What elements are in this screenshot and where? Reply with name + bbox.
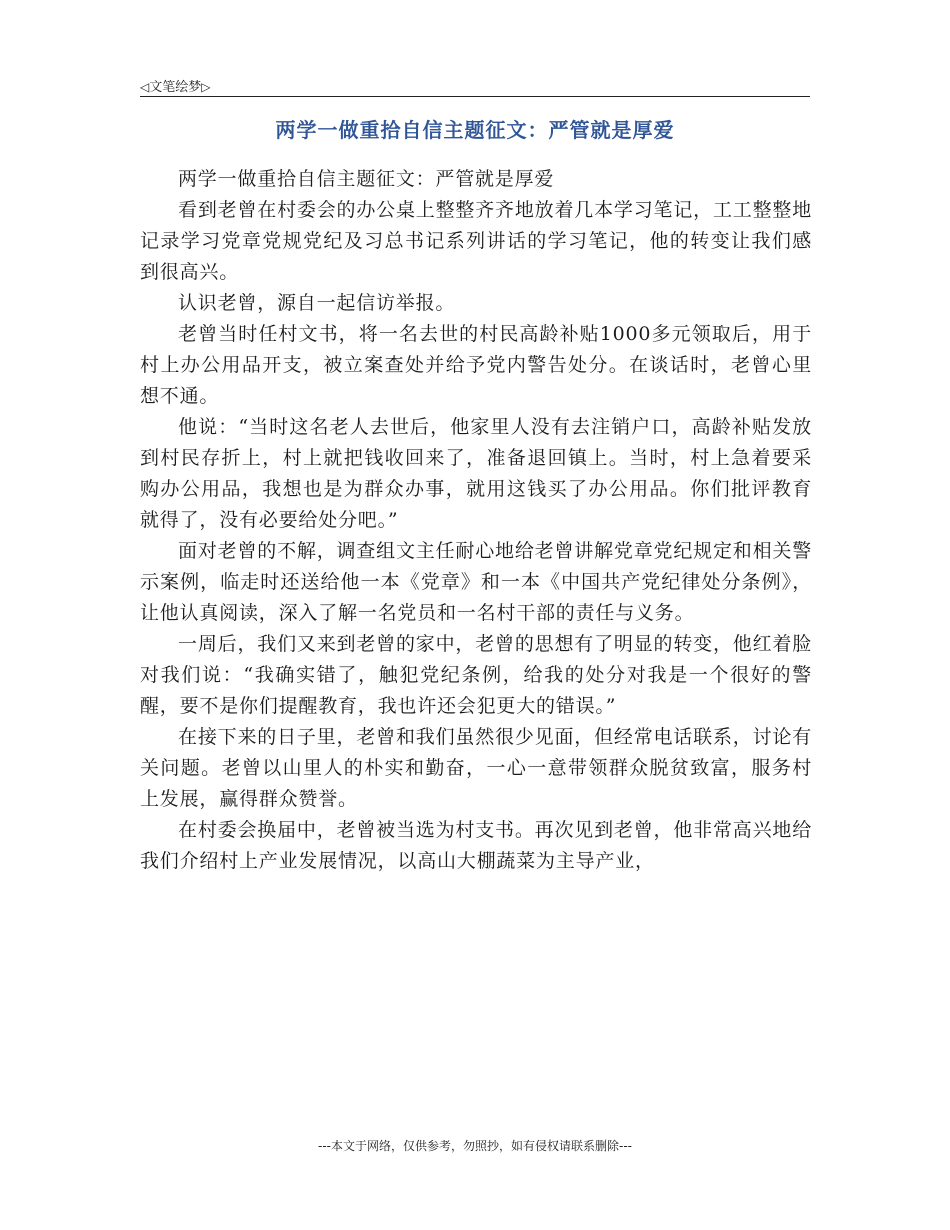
document-body: [140, 164, 812, 877]
paragraph: 面对老曾的不解，调查组文主任耐心地给老曾讲解党章党纪规定和相关警示案例，临走时还送给他一本《党章》和一本《中国共产党纪律处分条例》，让他认真阅读，深入了解一名党员和一名村干部的责任与义务。: [140, 540, 812, 624]
paragraph: 老曾当时任村文书，将一名去世的村民高龄补贴1000多元领取后，用于村上办公用品开支，被立案查处并给予党内警告处分。在谈话时，老曾心里想不通。: [140, 323, 812, 407]
paragraph: 一周后，我们又来到老曾的家中，老曾的思想有了明显的转变，他红着脸对我们说：“我确实错了，触犯党纪条例，给我的处分对我是一个很好的警醒，要不是你们提醒教育，我也许还会犯更大的错误。”: [140, 633, 812, 717]
paragraph: 他说：“当时这名老人去世后，他家里人没有去注销户口，高龄补贴发放到村民存折上，村上就把钱收回来了，准备退回镇上。当时，村上急着要采购办公用品，我想也是为群众办事，就用这钱买了办公用品。你们批评教育就得了，没有必要给处分吧。”: [140, 416, 812, 531]
paragraph: 看到老曾在村委会的办公桌上整整齐齐地放着几本学习笔记，工工整整地记录学习党章党规党纪及习总书记系列讲话的学习笔记，他的转变让我们感到很高兴。: [140, 199, 812, 283]
header-label: 文笔绘梦: [149, 80, 202, 95]
paragraph: 在村委会换届中，老曾被当选为村支书。再次见到老曾，他非常高兴地给我们介绍村上产业发展情况，以高山大棚蔬菜为主导产业，: [140, 819, 812, 872]
document-title: 两学一做重拾自信主题征文：严管就是厚爱: [275, 118, 675, 142]
page-header: [140, 74, 810, 97]
header-label-group: [140, 76, 210, 95]
page-footer: ---本文于网络，仅供参考，勿照抄，如有侵权请联系删除---: [318, 1139, 632, 1153]
paragraph: 认识老曾，源自一起信访举报。: [178, 292, 456, 314]
paragraph: 两学一做重拾自信主题征文：严管就是厚爱: [178, 168, 555, 190]
triangle-left-icon: ◁: [140, 80, 150, 94]
paragraph: 在接下来的日子里，老曾和我们虽然很少见面，但经常电话联系，讨论有关问题。老曾以山里人的朴实和勤奋，一心一意带领群众脱贫致富，服务村上发展，赢得群众赞誉。: [140, 726, 812, 810]
triangle-right-icon: ▷: [201, 80, 211, 94]
